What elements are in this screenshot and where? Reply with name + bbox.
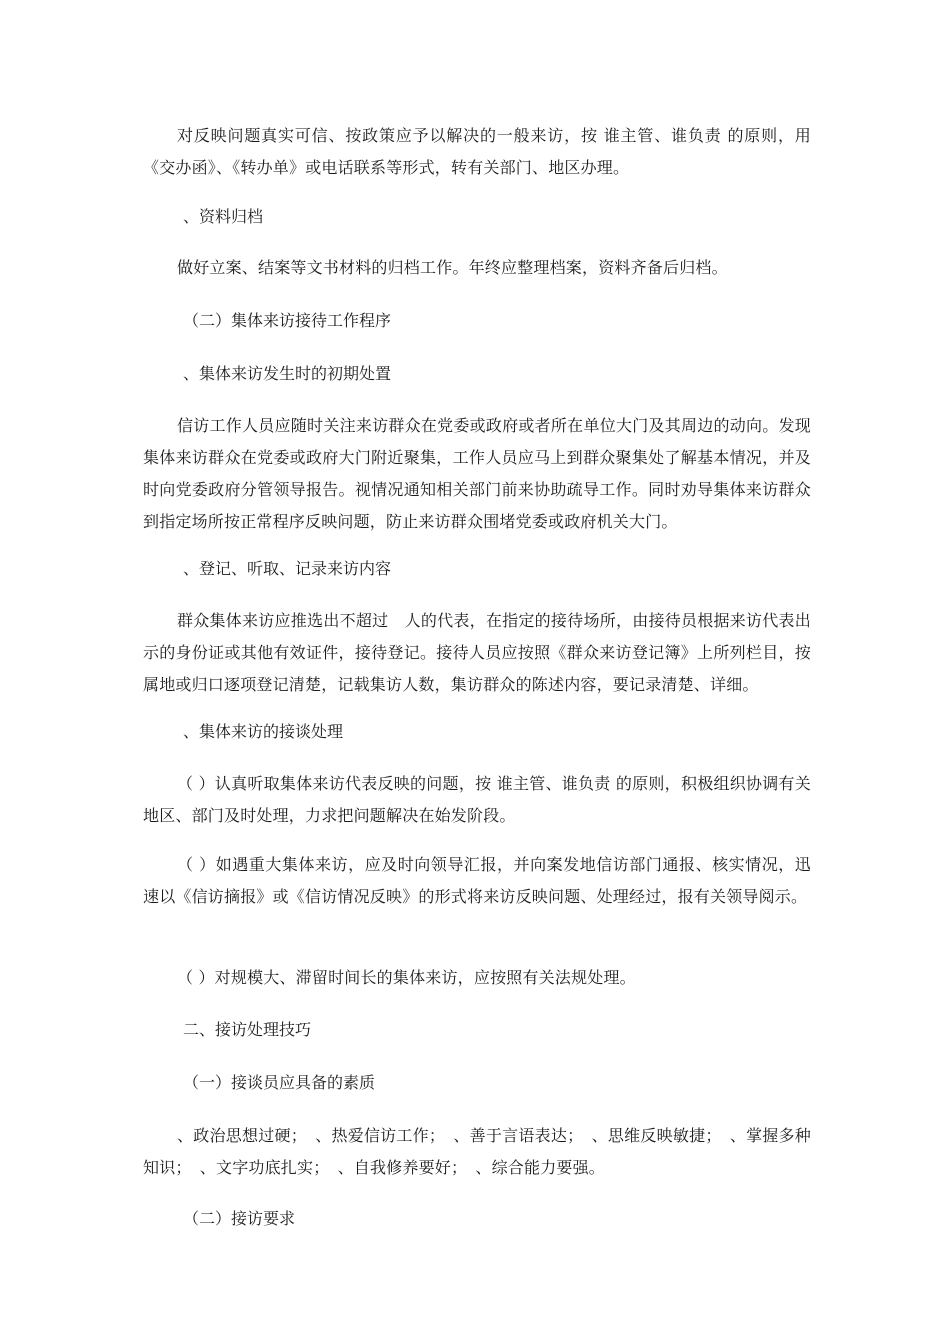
paragraph-talk-item-1: （ ）认真听取集体来访代表反映的问题，按 谁主管、谁负责 的原则，积极组织协调有关地区、部门及时处理，力求把问题解决在始发阶段。: [143, 774, 811, 825]
heading-archive: 、资料归档: [183, 207, 264, 226]
heading-collective-talk: 、集体来访的接谈处理: [183, 722, 344, 741]
paragraph-registration: 群众集体来访应推选出不超过 人的代表，在指定的接待场所，由接待员根据来访代表出示的身份证或其他有效证件，接待登记。接待人员应按照《群众来访登记簿》上所列栏目，按属地或归口逐项登记清楚，记载集访人数，集访群众的陈述内容，要记录清楚、详细。: [143, 611, 811, 694]
heading-registration: 、登记、听取、记录来访内容: [183, 559, 392, 578]
heading-collective-procedure: （二）集体来访接待工作程序: [183, 311, 392, 330]
paragraph-general-visit: 对反映问题真实可信、按政策应予以解决的一般来访，按 谁主管、谁负责 的原则，用《交办函》、《转办单》或电话联系等形式，转有关部门、地区办理。: [143, 126, 811, 177]
paragraph-talk-item-3: （ ）对规模大、滞留时间长的集体来访，应按照有关法规处理。: [177, 968, 636, 987]
paragraph-receptionist-quality: 、政治思想过硬； 、热爱信访工作； 、善于言语表达； 、思维反映敏捷； 、掌握多种知识； 、文字功底扎实； 、自我修养要好； 、综合能力要强。: [143, 1126, 811, 1177]
paragraph-archive: 做好立案、结案等文书材料的归档工作。年终应整理档案，资料齐备后归档。: [177, 258, 728, 277]
paragraph-initial-handling: 信访工作人员应随时关注来访群众在党委或政府或者所在单位大门及其周边的动向。发现集体来访群众在党委或政府大门附近聚集，工作人员应马上到群众聚集处了解基本情况，并及时向党委政府分管领导报告。视情况通知相关部门前来协助疏导工作。同时劝导集体来访群众到指定场所按正常程序反映问题，防止来访群众围堵党委或政府机关大门。: [143, 416, 811, 531]
paragraph-talk-item-2: （ ）如遇重大集体来访，应及时向领导汇报，并向案发地信访部门通报、核实情况，迅速以《信访摘报》或《信访情况反映》的形式将来访反映问题、处理经过，报有关领导阅示。: [143, 855, 811, 906]
heading-handling-skills: 二、接访处理技巧: [183, 1020, 312, 1039]
heading-receptionist-quality: （一）接谈员应具备的素质: [183, 1073, 376, 1092]
heading-reception-requirements: （二）接访要求: [183, 1209, 296, 1228]
heading-initial-handling: 、集体来访发生时的初期处置: [183, 364, 392, 383]
